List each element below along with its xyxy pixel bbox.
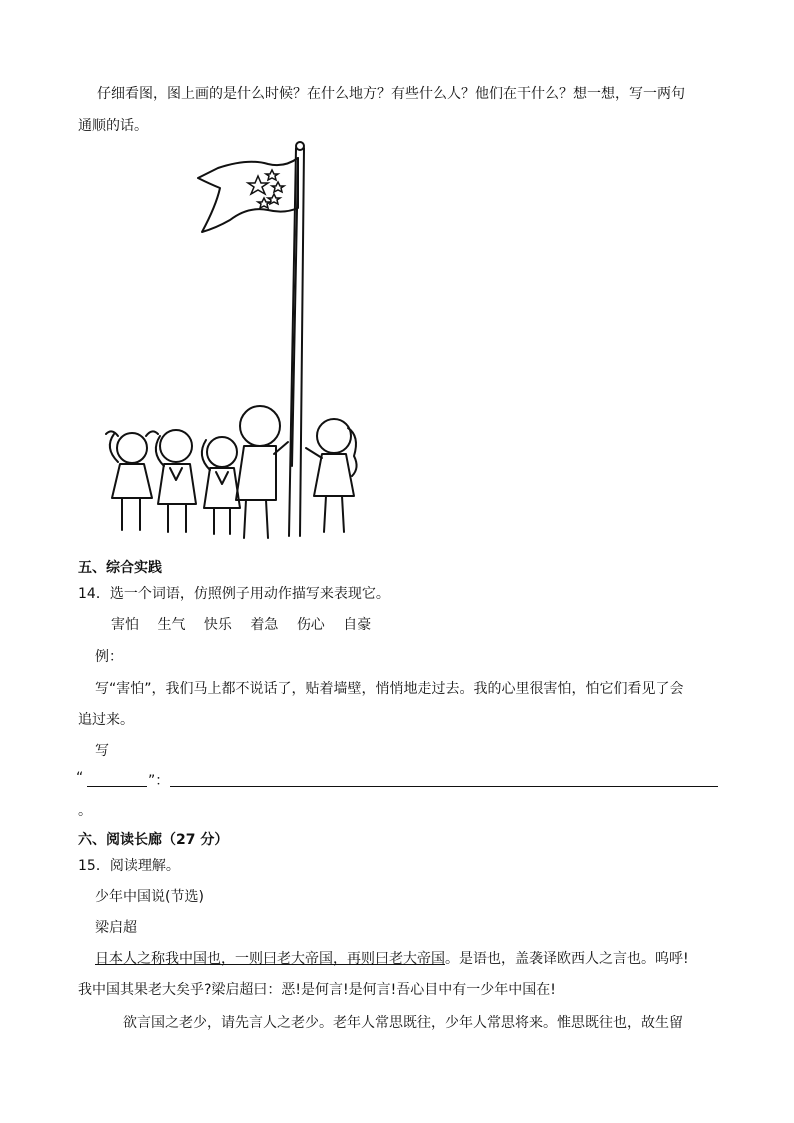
section5-heading: 五、综合实践 — [78, 560, 162, 576]
word-option: 快乐 — [203, 617, 232, 633]
passage-line1 — [95, 948, 689, 968]
example-line2: 追过来。 — [78, 712, 134, 728]
word-option: 害怕 — [111, 617, 139, 633]
word-option: 生气 — [157, 617, 186, 633]
quote-open: “ — [76, 770, 84, 786]
flag-icon — [198, 158, 298, 232]
passage-line1-rest: 。是语也，盖袭译欧西人之言也。呜呼! — [445, 951, 689, 967]
passage-line3: 欲言国之老少，请先言人之老少。老年人常思既往，少年人常思将来。惟思既往也，故生留 — [123, 1015, 683, 1031]
child-icon — [106, 431, 158, 530]
word-option: 伤心 — [296, 617, 325, 633]
section6-heading: 六、阅读长廊（27 分） — [78, 832, 229, 848]
child-icon — [202, 437, 240, 534]
passage-title: 少年中国说(节选) — [95, 889, 204, 905]
q14-stem: 14．选一个词语，仿照例子用动作描写来表现它。 — [78, 586, 390, 602]
child-icon — [306, 419, 357, 532]
child-icon — [156, 430, 196, 532]
answer-period: 。 — [78, 803, 92, 819]
star-icon — [272, 182, 284, 192]
star-icon — [248, 176, 268, 194]
word-option: 自豪 — [343, 617, 372, 633]
q13-prompt-line2: 通顺的话。 — [78, 118, 148, 134]
word-options — [111, 614, 385, 634]
example-label: 例： — [95, 649, 123, 665]
flagpole-icon — [289, 142, 304, 536]
child-icon — [236, 406, 288, 538]
flag-raising-illustration — [98, 136, 388, 548]
q15-stem: 15．阅读理解。 — [78, 858, 180, 874]
word-option: 着急 — [250, 617, 279, 633]
star-icon — [258, 198, 270, 208]
answer-blank[interactable] — [170, 786, 718, 787]
write-label: 写 — [95, 743, 109, 759]
star-icon — [266, 170, 278, 180]
passage-author: 梁启超 — [95, 920, 137, 936]
word-blank[interactable] — [87, 786, 147, 787]
quote-close: ”： — [148, 773, 170, 789]
underlined-sentence: 日本人之称我中国也，一则曰老大帝国，再则曰老大帝国 — [95, 951, 445, 967]
example-line1: 写“害怕”，我们马上都不说话了，贴着墙壁，悄悄地走过去。我的心里很害怕，怕它们看见了会 — [95, 681, 684, 697]
passage-line2: 我中国其果老大矣乎?梁启超曰：恶!是何言!是何言!吾心目中有一少年中国在! — [78, 982, 556, 998]
q13-prompt-line1: 仔细看图，图上画的是什么时候？在什么地方？有些什么人？他们在干什么？想一想，写一两句 — [97, 86, 685, 102]
